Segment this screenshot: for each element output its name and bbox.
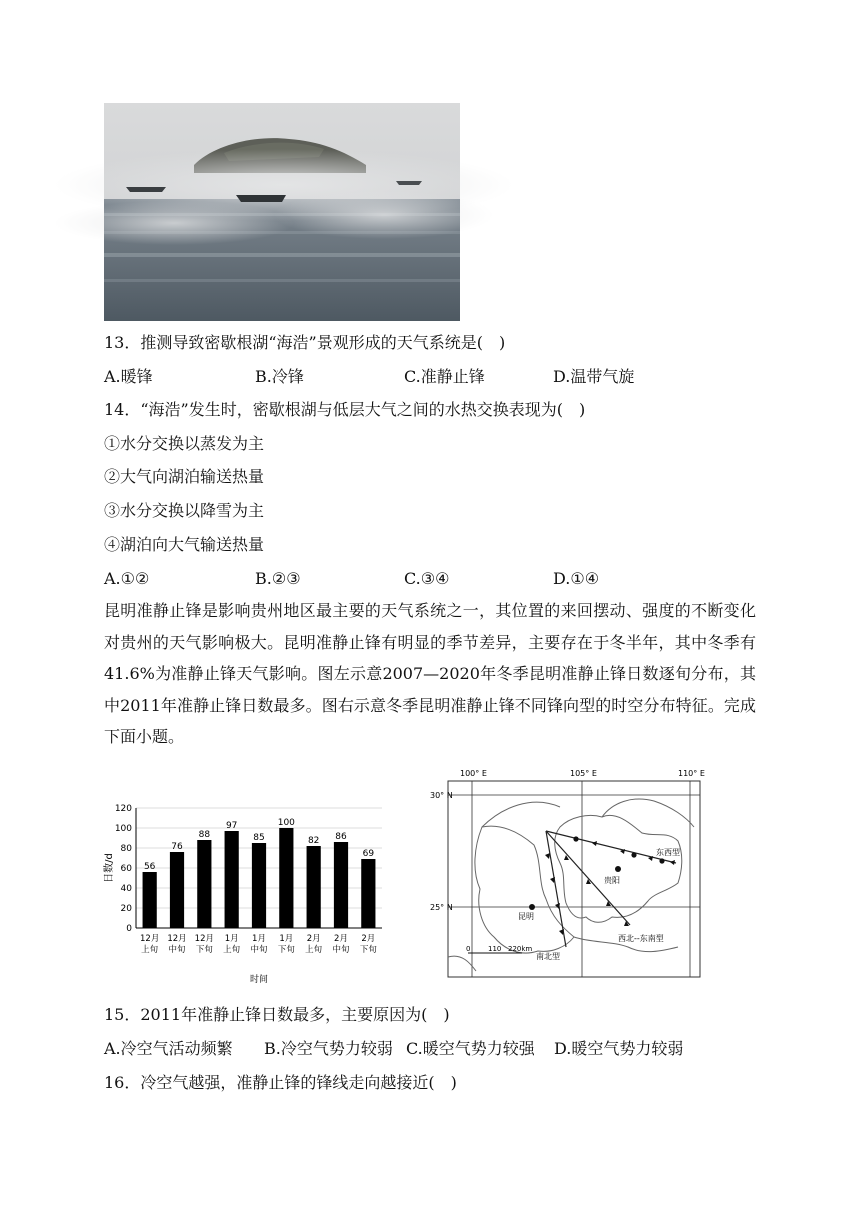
q15-option-d: D.暖空气势力较弱 xyxy=(554,1039,684,1058)
x-tick-label: 下旬 xyxy=(195,945,213,955)
q14-stem: 14．“海浩”发生时，密歇根湖与低层大气之间的水热交换表现为( ) xyxy=(104,400,586,419)
bar-value-label: 85 xyxy=(253,833,265,843)
q14-statement-4: ④湖泊向大气输送热量 xyxy=(104,535,265,554)
q13-option-a: A.暖锋 xyxy=(104,367,153,386)
bar xyxy=(279,828,293,928)
kunming-label: 昆明 xyxy=(518,912,534,921)
q13-stem: 13．推测导致密歇根湖“海浩”景观形成的天气系统是( ) xyxy=(104,333,506,352)
q15-option-b: B.冷空气势力较弱 xyxy=(264,1039,393,1058)
y-tick-label: 60 xyxy=(120,864,132,874)
x-tick-label: 上旬 xyxy=(223,945,241,955)
map-frame xyxy=(448,781,700,977)
bar-value-label: 88 xyxy=(198,830,211,840)
q14-statement-1: ①水分交换以蒸发为主 xyxy=(104,434,265,453)
bar xyxy=(225,831,239,928)
q15-option-c: C.暖空气势力较强 xyxy=(406,1039,535,1058)
front-east-west-semicircle xyxy=(573,836,578,841)
scale-label-110: 110 xyxy=(488,945,502,953)
x-tick-label: 上旬 xyxy=(305,945,323,955)
bar-chart xyxy=(100,800,390,985)
x-tick-label: 上旬 xyxy=(141,945,159,955)
q13-option-d: D.温带气旋 xyxy=(553,367,635,386)
scale-label-220: 220km xyxy=(508,945,533,953)
front-type-nw-se: 西北--东南型 xyxy=(618,934,664,943)
x-tick-label: 12月 xyxy=(194,934,214,944)
x-tick-label: 下旬 xyxy=(277,945,295,955)
x-tick-label: 12月 xyxy=(167,934,187,944)
bar xyxy=(170,852,184,928)
bar-value-label: 97 xyxy=(225,821,238,831)
x-tick-label: 1月 xyxy=(252,934,266,944)
front-type-east-west: 东西型 xyxy=(656,848,680,857)
q14-statement-3: ③水分交换以降雪为主 xyxy=(104,501,265,520)
x-tick-label: 2月 xyxy=(361,934,376,944)
x-tick-label: 1月 xyxy=(279,934,294,944)
bar xyxy=(143,872,157,928)
q15-option-a: A.冷空气活动频繁 xyxy=(104,1039,233,1058)
guiyang-label: 贵阳 xyxy=(604,876,620,885)
front-east-west-semicircle-2 xyxy=(631,852,636,857)
guiyang-marker xyxy=(615,866,621,872)
front-map xyxy=(430,767,708,981)
q14-option-a: A.①② xyxy=(104,569,150,588)
bar xyxy=(252,843,266,928)
y-tick-label: 40 xyxy=(120,884,132,894)
x-tick-label: 2月 xyxy=(334,934,348,944)
bar-value-label: 86 xyxy=(335,832,347,842)
bar xyxy=(361,859,375,928)
y-tick-label: 20 xyxy=(120,904,132,914)
q13-option-c: C.准静止锋 xyxy=(404,367,485,386)
x-tick-label: 中旬 xyxy=(250,945,268,955)
x-tick-label: 1月 xyxy=(224,934,239,944)
x-tick-label: 12月 xyxy=(140,934,160,944)
x-axis-label: 时间 xyxy=(249,975,269,985)
y-tick-label: 100 xyxy=(114,824,132,834)
x-tick-label: 中旬 xyxy=(332,945,350,955)
x-tick-label: 下旬 xyxy=(359,945,377,955)
q14-option-b: B.②③ xyxy=(255,569,301,588)
passage-text: 昆明准静止锋是影响贵州地区最主要的天气系统之一，其位置的来回摆动、强度的不断变化对贵州的天气影响极大。昆明准静止锋有明显的季节差异，主要存在于冬半年，其中冬季有41.6%为准静止锋天气影响。图左示意2007—2020年冬季昆明准静止锋日数逐旬分布，其中2011年准静止锋日数最多。图右示意冬季昆明准静止锋不同锋向型的时空分布特征。完成下面小题。 xyxy=(104,601,756,746)
x-tick-label: 2月 xyxy=(306,934,321,944)
bar-value-label: 82 xyxy=(307,836,320,846)
y-tick-label: 0 xyxy=(126,924,132,934)
bar xyxy=(197,840,211,928)
front-type-north-south: 南北型 xyxy=(536,952,560,961)
q14-option-d: D.①④ xyxy=(553,569,600,588)
y-tick-label: 80 xyxy=(120,844,132,854)
lat-label-30: 30° N xyxy=(430,791,453,800)
bar-value-label: 76 xyxy=(171,842,183,852)
front-east-west-semicircle-3 xyxy=(659,858,664,863)
bar-value-label: 56 xyxy=(143,862,156,872)
x-tick-label: 中旬 xyxy=(168,945,186,955)
lon-label-100: 100° E xyxy=(460,769,487,778)
q15-stem: 15．2011年准静止锋日数最多，主要原因为( ) xyxy=(104,1005,450,1024)
scale-label-0: 0 xyxy=(466,945,471,953)
lat-label-25: 25° N xyxy=(430,903,453,912)
misty-lake-photo xyxy=(104,103,460,321)
bar xyxy=(334,842,348,928)
bar-value-label: 100 xyxy=(277,818,295,828)
lon-label-105: 105° E xyxy=(570,769,597,778)
q16-stem: 16．冷空气越强，准静止锋的锋线走向越接近( ) xyxy=(104,1073,457,1092)
q13-option-b: B.冷锋 xyxy=(255,367,304,386)
y-tick-label: 120 xyxy=(114,804,132,814)
y-axis-label: 日数/d xyxy=(104,853,115,883)
bar-value-label: 69 xyxy=(362,849,375,859)
q14-statement-2: ②大气向湖泊输送热量 xyxy=(104,467,265,486)
kunming-marker xyxy=(529,904,535,910)
q14-option-c: C.③④ xyxy=(404,569,450,588)
bar xyxy=(307,846,321,928)
lon-label-110: 110° E xyxy=(678,769,705,778)
